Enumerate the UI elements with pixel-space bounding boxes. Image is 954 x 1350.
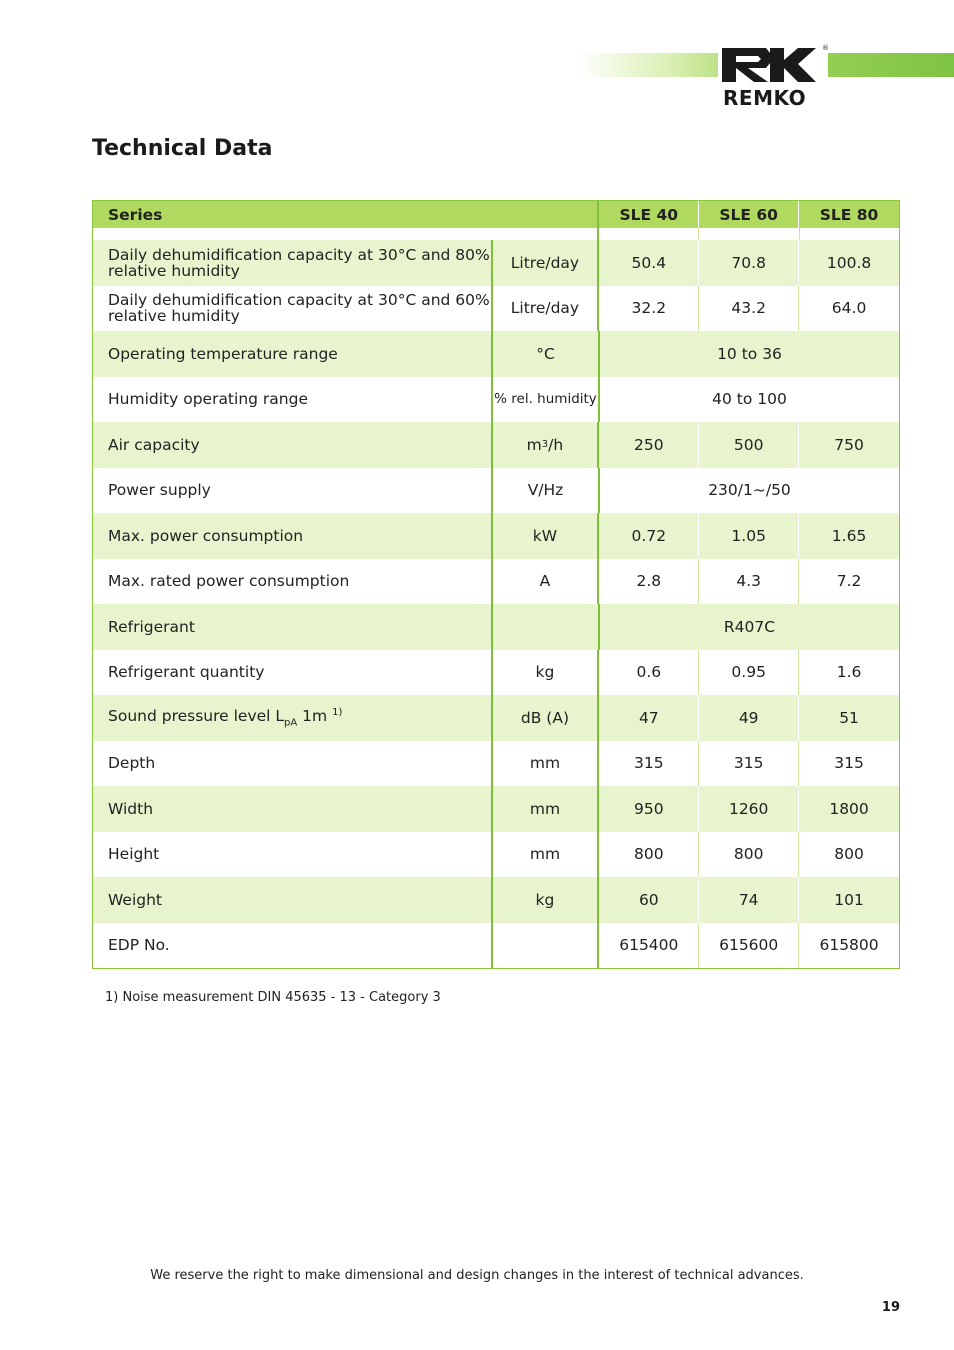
row-unit: m 3 /h <box>493 422 600 468</box>
row-value-span: 230/1~/50 <box>708 481 791 500</box>
page-number: 19 <box>881 1300 900 1315</box>
registered-mark: ® <box>822 44 829 52</box>
row-unit: % rel. humidity <box>493 377 600 423</box>
row-value: 101 <box>834 890 864 909</box>
row-value: 0.6 <box>599 650 699 696</box>
table-row <box>93 422 899 468</box>
row-value-span: R407C <box>723 617 776 636</box>
row-value: 315 <box>699 741 799 787</box>
row-label: Max. rated power consumption <box>93 559 493 605</box>
row-value: 615400 <box>599 923 699 969</box>
page-title: Technical Data <box>92 136 273 161</box>
row-value: 50.4 <box>599 240 699 286</box>
table-row <box>93 286 899 332</box>
row-value: 43.2 <box>699 286 799 332</box>
row-unit <box>493 923 600 969</box>
row-label: Daily dehumidification capacity at 30°C and 60% relative humidity <box>93 286 493 332</box>
row-label: Max. power consumption <box>93 513 493 559</box>
table-row <box>93 832 899 878</box>
row-value: 32.2 <box>599 286 699 332</box>
row-value: 615600 <box>699 923 799 969</box>
model-header: SLE 60 <box>699 201 799 228</box>
row-value-span: 40 to 100 <box>712 390 787 409</box>
table-row <box>93 240 899 286</box>
row-label: Depth <box>93 741 493 787</box>
row-unit: mm <box>493 832 600 878</box>
row-label: Refrigerant quantity <box>93 650 493 696</box>
row-value: 0.95 <box>699 650 799 696</box>
series-header: Series <box>93 201 599 228</box>
row-value: 70.8 <box>699 240 799 286</box>
row-value: 1800 <box>829 799 869 818</box>
row-value: 64.0 <box>831 299 867 318</box>
table-row <box>93 331 899 377</box>
row-value: 750 <box>834 435 864 454</box>
row-unit: A <box>493 559 600 605</box>
row-value: 800 <box>834 845 864 864</box>
row-value: 0.72 <box>599 513 699 559</box>
row-unit: kg <box>493 877 600 923</box>
row-value: 60 <box>599 877 699 923</box>
brand-name: REMKO <box>723 86 807 110</box>
footnote: 1) Noise measurement DIN 45635 - 13 - Category 3 <box>105 990 441 1005</box>
table-spacer-row <box>93 228 899 240</box>
technical-data-table <box>92 200 900 969</box>
row-label: Sound pressure level $L_{pA}$ 1m $^{1)}$ <box>93 695 493 741</box>
table-header-row <box>93 201 899 228</box>
row-value: 47 <box>599 695 699 741</box>
table-row <box>93 923 899 969</box>
spacer-cell <box>699 228 799 240</box>
row-unit: dB (A) <box>493 695 600 741</box>
row-label: Height <box>93 832 493 878</box>
row-unit: Litre/day <box>493 286 600 332</box>
row-value: 1260 <box>699 786 799 832</box>
table-row <box>93 741 899 787</box>
row-value-span: 10 to 36 <box>717 344 782 363</box>
row-label: Width <box>93 786 493 832</box>
table-row <box>93 377 899 423</box>
row-unit <box>493 604 600 650</box>
row-label: Humidity operating range <box>93 377 493 423</box>
spacer-cell <box>93 228 599 240</box>
table-row <box>93 604 899 650</box>
row-value: 500 <box>699 422 799 468</box>
row-label: EDP No. <box>93 923 493 969</box>
row-value: 74 <box>699 877 799 923</box>
model-header: SLE 40 <box>599 201 699 228</box>
row-value: 800 <box>599 832 699 878</box>
row-label: Refrigerant <box>93 604 493 650</box>
row-value: 315 <box>599 741 699 787</box>
row-value: 1.65 <box>831 526 867 545</box>
row-value: 250 <box>599 422 699 468</box>
row-unit: V/Hz <box>493 468 600 514</box>
disclaimer: We reserve the right to make dimensional and design changes in the interest of technical advances. <box>150 1268 804 1283</box>
row-unit: kW <box>493 513 600 559</box>
table-row <box>93 513 899 559</box>
table-row <box>93 695 899 741</box>
row-value: 2.8 <box>599 559 699 605</box>
row-value: 800 <box>699 832 799 878</box>
model-header: SLE 80 <box>819 205 879 224</box>
row-unit: kg <box>493 650 600 696</box>
row-unit: mm <box>493 741 600 787</box>
row-value: 100.8 <box>826 253 872 272</box>
table-row <box>93 650 899 696</box>
row-value: 1.6 <box>836 663 862 682</box>
row-unit: °C <box>493 331 600 377</box>
table-row <box>93 559 899 605</box>
row-label: Power supply <box>93 468 493 514</box>
spacer-cell <box>800 228 899 240</box>
row-unit: mm <box>493 786 600 832</box>
row-value: 51 <box>839 708 859 727</box>
row-label: Daily dehumidification capacity at 30°C and 80% relative humidity <box>93 240 493 286</box>
row-value: 315 <box>834 754 864 773</box>
table-row <box>93 786 899 832</box>
table-body <box>93 240 899 968</box>
row-value: 1.05 <box>699 513 799 559</box>
row-unit: Litre/day <box>493 240 600 286</box>
spacer-cell <box>599 228 699 240</box>
row-label: Weight <box>93 877 493 923</box>
table-row <box>93 468 899 514</box>
row-label: Air capacity <box>93 422 493 468</box>
row-label: Operating temperature range <box>93 331 493 377</box>
row-value: 49 <box>699 695 799 741</box>
row-value: 4.3 <box>699 559 799 605</box>
row-value: 615800 <box>819 936 879 955</box>
table-row <box>93 877 899 923</box>
row-value: 7.2 <box>836 572 862 591</box>
row-value: 950 <box>599 786 699 832</box>
